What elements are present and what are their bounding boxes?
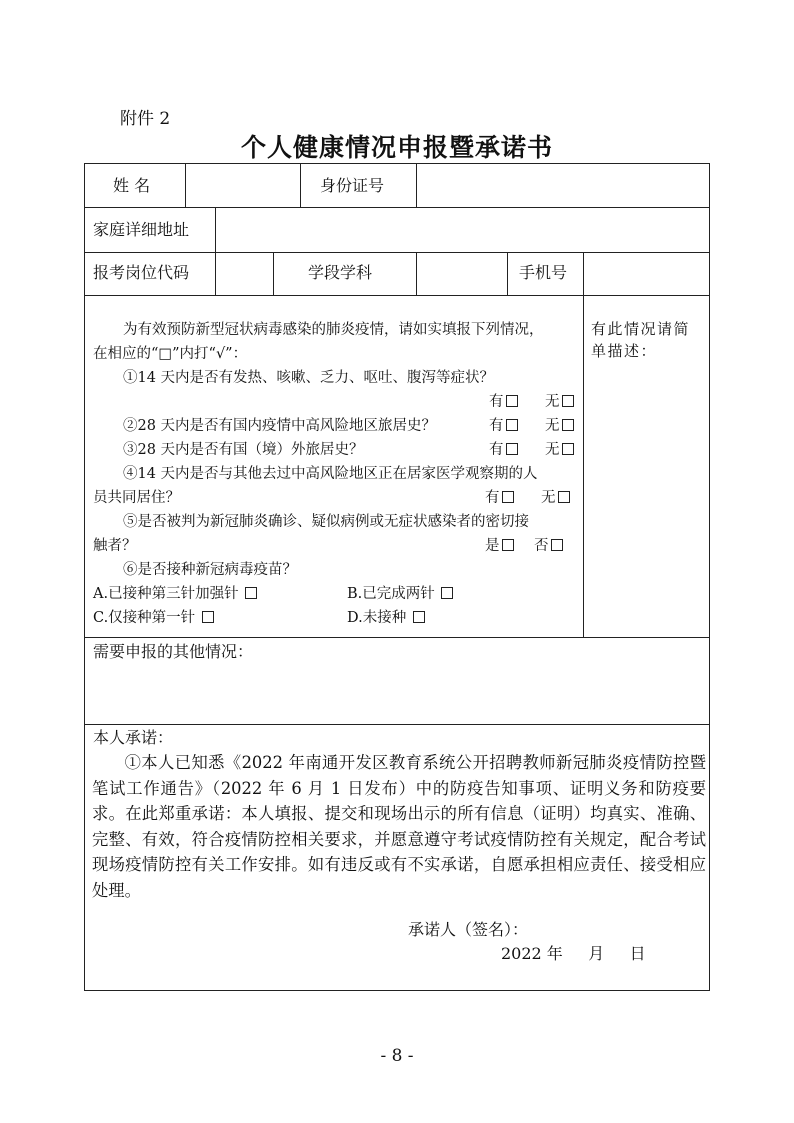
checkbox[interactable] <box>413 611 425 623</box>
phone-label: 手机号 <box>519 263 568 282</box>
checkbox[interactable] <box>558 491 570 503</box>
checkbox[interactable] <box>551 539 563 551</box>
name-field[interactable] <box>201 168 297 204</box>
page-number: - 8 - <box>380 1046 414 1066</box>
column-divider <box>507 252 508 295</box>
no-label: 无 <box>541 490 556 506</box>
column-divider <box>583 252 584 295</box>
vaccine-option-d[interactable] <box>347 609 425 627</box>
row-divider <box>85 207 709 208</box>
id-number-label: 身份证号 <box>320 176 385 195</box>
phone-field[interactable] <box>593 256 701 292</box>
post-code-field[interactable] <box>225 256 269 292</box>
no-label: 无 <box>545 418 560 434</box>
option-a-label: A.已接种第三针加强针 <box>93 586 239 602</box>
question-4-cont: 员共同居住？ <box>93 490 180 506</box>
checkbox[interactable] <box>506 395 518 407</box>
id-number-field[interactable] <box>431 168 701 204</box>
question-2: ②28 天内是否有国内疫情中高风险地区旅居史？ <box>123 418 437 434</box>
checkbox[interactable] <box>562 395 574 407</box>
address-label: 家庭详细地址 <box>93 220 190 239</box>
checkbox[interactable] <box>562 419 574 431</box>
vaccine-option-c[interactable] <box>93 609 214 627</box>
q1-no-option[interactable] <box>545 393 574 411</box>
q5-yes-option[interactable] <box>485 537 514 555</box>
is-label: 是 <box>485 538 500 554</box>
promise-body <box>92 750 706 903</box>
checkbox[interactable] <box>506 419 518 431</box>
subject-field[interactable] <box>427 256 503 292</box>
question-5: ⑤是否被判为新冠肺炎确诊、疑似病例或无症状感染者的密切接 <box>123 514 529 530</box>
row-divider <box>85 637 709 638</box>
q2-yes-option[interactable] <box>489 417 518 435</box>
yes-label: 有 <box>489 394 504 410</box>
not-label: 否 <box>534 538 549 554</box>
option-d-label: D.未接种 <box>347 610 407 626</box>
q4-no-option[interactable] <box>541 489 570 507</box>
signer-label: 承诺人（签名）： <box>408 920 529 939</box>
column-divider <box>273 252 274 295</box>
checkbox[interactable] <box>245 587 257 599</box>
q3-yes-option[interactable] <box>489 441 518 459</box>
yes-label: 有 <box>489 442 504 458</box>
checkbox[interactable] <box>502 539 514 551</box>
date-line: 2022 年 月 日 <box>501 944 646 963</box>
vaccine-option-a[interactable] <box>93 585 257 603</box>
vaccine-option-b[interactable] <box>347 585 453 603</box>
question-1: ①14 天内是否有发热、咳嗽、乏力、呕吐、腹泻等症状？ <box>123 370 495 386</box>
other-situations-label: 需要申报的其他情况： <box>93 642 254 661</box>
intro-text: 在相应的“□”内打“√”： <box>93 346 248 362</box>
attachment-label: 附件 2 <box>120 109 171 129</box>
checkbox[interactable] <box>562 443 574 455</box>
checkbox[interactable] <box>202 611 214 623</box>
column-divider <box>215 207 216 252</box>
describe-label: 有此情况请简单描述： <box>591 320 691 360</box>
intro-text: 为有效预防新型冠状病毒感染的肺炎疫情，请如实填报下列情况， <box>123 322 544 338</box>
column-divider <box>416 164 417 207</box>
question-5-cont: 触者？ <box>93 538 137 554</box>
no-label: 无 <box>545 394 560 410</box>
no-label: 无 <box>545 442 560 458</box>
other-situations-field[interactable] <box>93 666 701 720</box>
question-6: ⑥是否接种新冠病毒疫苗？ <box>123 562 297 578</box>
row-divider <box>85 295 709 296</box>
q3-no-option[interactable] <box>545 441 574 459</box>
page-title: 个人健康情况申报暨承诺书 <box>240 133 553 162</box>
option-b-label: B.已完成两针 <box>347 586 435 602</box>
option-c-label: C.仅接种第一针 <box>93 610 196 626</box>
q5-no-option[interactable] <box>534 537 563 555</box>
column-divider <box>215 252 216 295</box>
promise-heading: 本人承诺： <box>93 728 174 747</box>
address-field[interactable] <box>230 212 700 248</box>
name-label: 姓 名 <box>113 176 151 195</box>
post-code-label: 报考岗位代码 <box>93 263 190 282</box>
yes-label: 有 <box>485 490 500 506</box>
checkbox[interactable] <box>506 443 518 455</box>
question-4: ④14 天内是否与其他去过中高风险地区正在居家医学观察期的人 <box>123 466 538 482</box>
q1-yes-option[interactable] <box>489 393 518 411</box>
declaration-form <box>84 163 710 991</box>
q2-no-option[interactable] <box>545 417 574 435</box>
column-divider <box>416 252 417 295</box>
yes-label: 有 <box>489 418 504 434</box>
row-divider <box>85 724 709 725</box>
question-3: ③28 天内是否有国（境）外旅居史？ <box>123 442 364 458</box>
row-divider <box>85 252 709 253</box>
q4-yes-option[interactable] <box>485 489 514 507</box>
column-divider <box>583 295 584 637</box>
subject-label: 学段学科 <box>308 263 373 282</box>
column-divider <box>185 164 186 207</box>
checkbox[interactable] <box>502 491 514 503</box>
checkbox[interactable] <box>441 587 453 599</box>
promise-text: ①本人已知悉《2022 年南通开发区教育系统公开招聘教师新冠肺炎疫情防控暨笔试工作通告》（2022 年 6 月 1 日发布）中的防疫告知事项、证明义务和防疫要求。在此郑重承诺：本人填报、提交和现场出示的所有信息（证明）均真实、准确、完整、有效，符合疫情防控相关要求，并愿意遵守考试疫情防控有关规定，配合考试现场疫情防控有关工作安排。如有违反或有不实承诺，自愿承担相应责任、接受相应处理。 <box>92 753 706 900</box>
column-divider <box>300 164 301 207</box>
